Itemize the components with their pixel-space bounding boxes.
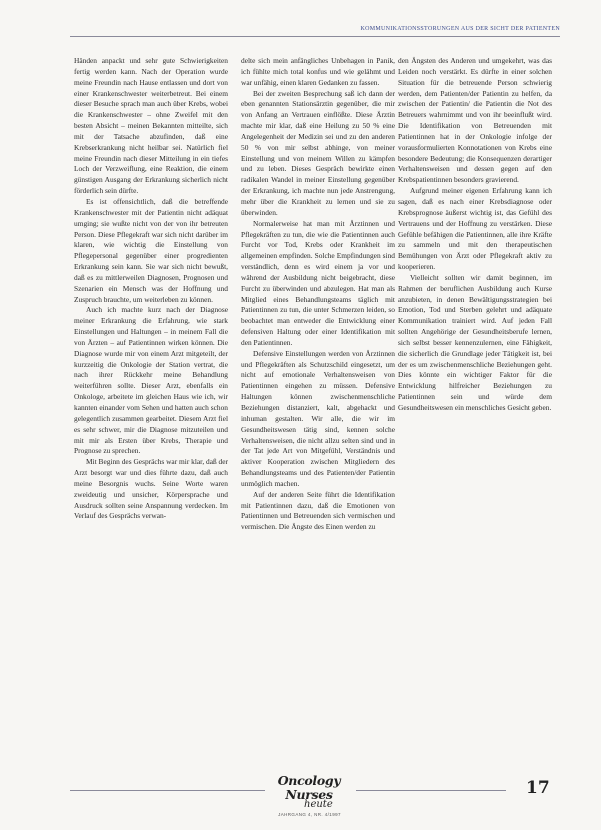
logo-title: Oncology Nurses [277, 773, 341, 802]
issue-info: JAHRGANG 4, NR. 4/1997 [278, 812, 341, 817]
paragraph: Händen anpackt und sehr gute Schwierigkeiten fertig werden kann. Nach der Operation wurde meine Freundin nach Hause entlassen und dort von einer Krankenschwester weiterbetreut. Bei einem dieser Besuche sprach man auch über Krebs, wobei die Krankenschwester – ohne Zweifel mit den besten Absicht – meinen Bekannten mitteilte, sich mit der Tatsache abzufinden, daß eine Krebserkrankung nicht heilbar sei. Natürlich fiel meine Freundin nach dieser Mitteilung in ein tiefes Loch der Verzweiflung, eine Reaktion, die einem günstigen Ausgang der Erkrankung sicherlich nicht förderlich sein dürfte. [74, 56, 228, 196]
paragraph: Auf der anderen Seite führt die Identifikation mit Patientinnen dazu, daß die Emotionen von Patientinnen und Betreuenden sich vermischen und vermischen. Die Ängste des Einen werden zu [241, 489, 395, 532]
paragraph: Vielleicht sollten wir damit beginnen, im Rahmen der beruflichen Ausbildung auch Kurse anzubieten, in denen Bewältigungsstrategien bei Emotion, Tod und Sterben gelehrt und adäquate Kommunikation trainiert wird. Auf jeden Fall sollten Angehörige der Gesundheitsberufe lernen, sich selbst besser kennenzulernen, eine Fähigkeit, die sicherlich die Grundlage jeder Tätigkeit ist, bei der es um zwischenmenschliche Beziehungen geht. Dies könnte ein wichtiger Faktor für die Entwicklung hilfreicher Beziehungen zu Patientinnen sein und würde dem Gesundheitswesen ein menschliches Gesicht geben. [398, 272, 552, 412]
header-rule [70, 36, 560, 37]
journal-logo [264, 774, 354, 808]
paragraph: Mit Beginn des Gesprächs war mir klar, daß der Arzt besorgt war und dies führte dazu, daß auch meine Besorgnis wuchs. Seine Worte waren zweideutig und unsicher, Körpersprache und Ausdruck sollten seine Anspannung verdecken. Im Verlauf des Gesprächs verwan- [74, 457, 228, 521]
logo-subtitle: heute [304, 799, 333, 810]
text-column-1 [74, 56, 228, 768]
page-number: 17 [526, 778, 550, 798]
text-column-3 [398, 56, 552, 526]
paragraph: Es ist offensichtlich, daß die betreffende Krankenschwester mit der Patientin nicht adäquat umging; sie wußte nicht von der von ihr betreuten Person. Diese Pflegekraft war sich nicht darüber im klaren, wie wichtig die Einstellung von Pflegepersonal gegenüber einer progredienten Erkrankung sein kann. Sie war sich nicht bewußt, daß es zu mittlerweilen Diagnosen, Prognosen und Szenarien ein Mensch was der Hoffnung und Zuspruch brauchte, um weiterleben zu können. [74, 196, 228, 304]
paragraph: delte sich mein anfängliches Unbehagen in Panik, ich fühlte mich total konfus und wie gelähmt und war unfähig, einen klaren Gedanken zu fassen. [241, 56, 395, 87]
paragraph: den Ängsten des Anderen und umgekehrt, was das Leiden noch verstärkt. Es dürfte in einer solchen Situation für die betreuende Person schwierig werden, dem Patienten/der Patientin zu helfen, da zwischen der Patientin/ die Patientin die Not des Betreuers wahrnimmt und von ihr beeinflußt wird. Die Identifikation von Betreuenden mit Patientinnen hat in der Onkologie infolge der vorausformulierten Konnotationen von Krebs eine besondere Bedeutung; die Konsequenzen derartiger Verhaltensweisen und dessen gegen auf den Krebspatientinnen besonders gravierend. [398, 56, 552, 185]
paragraph: Normalerweise hat man mit Ärztinnen und Pflegekräften zu tun, die wie die Patientinnen auch Furcht vor Tod, Krebs oder Krankheit im allgemeinen empfinden. Solche Empfindungen sind verständlich, denn es wird einem ja vor und während der Ausbildung nicht beigebracht, diese Furcht zu überwinden und abzulegen. Hat man als Mitglied eines Behandlungsteams täglich mit Patientinnen zu tun, die unter Schmerzen leiden, so beobachtet man entweder die Entwicklung einer defensiven Haltung oder einer Identifikation mit den Patientinnen. [241, 218, 395, 347]
paragraph: Bei der zweiten Besprechung saß ich dann der eben genannten Stationsärztin gegenüber, die mir von Anfang an Vertrauen einflößte. Diese Ärztin machte mir klar, daß eine Heilung zu 50 % eine Angelegenheit der Medizin sei und zu den anderen 50 % von mir selbst abhinge, von meiner Einstellung und von meinem Willen zu kämpfen und zu leben. Dieses Gespräch bewirkte einen radikalen Wandel in meiner Einstellung gegenüber der Erkrankung, ich machte nun jede Anstrengung, mehr über die Krankheit zu lernen und sie zu überwinden. [241, 88, 395, 217]
paragraph: Defensive Einstellungen werden von Ärztinnen und Pflegekräften als Schutzschild eingesetzt, um nicht auf emotionale Verhaltensweisen von Patientinnen eingehen zu müssen. Defensive Haltungen können zwischenmenschliche Beziehungen distanziert, kalt, abgehackt und inhuman gestalten. Wir alle, die wir im Gesundheitswesen tätig sind, kennen solche Verhaltensweisen, die nicht allzu selten sind und in der Tat jede Art von Mitgefühl, Verständnis und aktiver Kooperation zwischen Mitgliedern des Behandlungsteams und des Patienten/der Patientin unmöglich machen. [241, 348, 395, 488]
footer-rule-left [70, 790, 265, 791]
paragraph: Auch ich machte kurz nach der Diagnose meiner Erkrankung die Erfahrung, wie stark Einstellungen und Haltungen – in meinem Fall die von Ärzten – auf Patientinnen wirken können. Die Diagnose wurde mir von einem Arzt mitgeteilt, der kurzzeitig die Onkologie der Station vertrat, die nach ihrer Rückkehr meine Behandlung weiterführen sollte. Dieser Arzt, ebenfalls ein Onkologe, arbeitete im gleichen Haus wie ich, wir kannten einander vom Sehen und hatten auch schon gelegentlich zusammen gearbeitet. Diesem Arzt fiel es sehr schwer, mir die Diagnose mitzuteilen und mit mir als Ersten über Krebs, Therapie und Prognose zu sprechen. [74, 305, 228, 456]
running-head-title: KOMMUNIKATIONSSTÖRUNGEN AUS DER SICHT DER PATIENTEN [360, 26, 560, 32]
footer-rule-right [356, 790, 506, 791]
paragraph: Aufgrund meiner eigenen Erfahrung kann ich sagen, daß es nach einer Krebsdiagnose oder Krebsprognose äußerst wichtig ist, das Gefühl des Vertrauens und der Hoffnung zu verstärken. Diese Gefühle befähigen die Patientinnen, alle ihre Kräfte zu sammeln und mit den therapeutischen Bemühungen von Ärzt oder Pflegekraft aktiv zu kooperieren. [398, 186, 552, 272]
text-column-2 [241, 56, 395, 768]
